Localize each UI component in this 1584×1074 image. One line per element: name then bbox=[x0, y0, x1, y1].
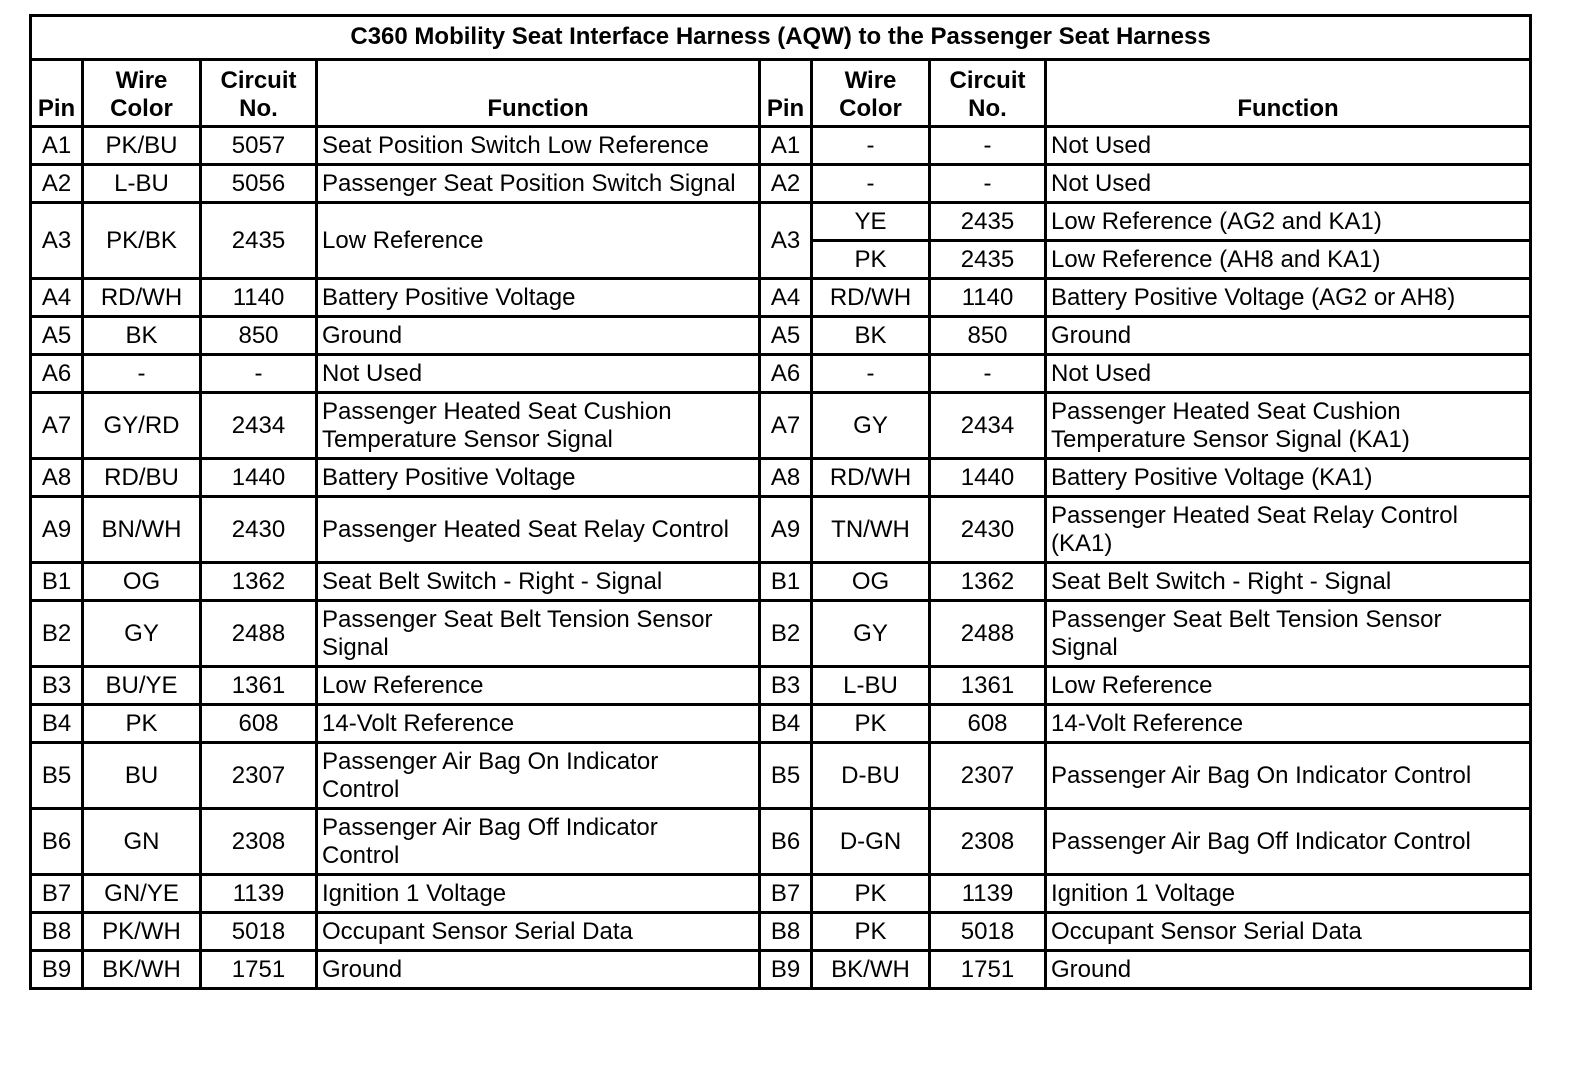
right-wire-color: GY bbox=[812, 601, 930, 667]
table-row bbox=[31, 809, 1531, 875]
right-circuit: 1361 bbox=[930, 667, 1046, 705]
left-function: Battery Positive Voltage bbox=[317, 459, 760, 497]
table-row bbox=[31, 127, 1531, 165]
left-function: Battery Positive Voltage bbox=[317, 279, 760, 317]
right-function: Not Used bbox=[1046, 355, 1531, 393]
left-circuit: 608 bbox=[201, 705, 317, 743]
right-wire-color: - bbox=[812, 165, 930, 203]
left-function: Passenger Seat Position Switch Signal bbox=[317, 165, 760, 203]
header-function-left: Function bbox=[317, 60, 760, 127]
right-pin: A1 bbox=[760, 127, 812, 165]
header-circuit-label: Circuit bbox=[949, 67, 1026, 94]
left-wire-color: PK/BK bbox=[83, 203, 201, 279]
right-function: Passenger Air Bag On Indicator Control bbox=[1046, 743, 1531, 809]
right-pin: B7 bbox=[760, 875, 812, 913]
right-wire-color: PK bbox=[812, 241, 930, 279]
left-pin: B8 bbox=[31, 913, 83, 951]
left-wire-color: RD/BU bbox=[83, 459, 201, 497]
function-line: Passenger Seat Belt Tension Sensor bbox=[322, 605, 713, 633]
right-function: 14-Volt Reference bbox=[1046, 705, 1531, 743]
left-pin: A2 bbox=[31, 165, 83, 203]
function-line: Temperature Sensor Signal (KA1) bbox=[1051, 425, 1410, 453]
left-function bbox=[317, 743, 760, 809]
right-function bbox=[1046, 601, 1531, 667]
function-line: Signal bbox=[1051, 633, 1118, 661]
table-row bbox=[31, 667, 1531, 705]
right-wire-color: TN/WH bbox=[812, 497, 930, 563]
right-circuit: - bbox=[930, 165, 1046, 203]
header-circuit-label: Circuit bbox=[220, 67, 297, 94]
header-function-right: Function bbox=[1046, 60, 1531, 127]
left-wire-color: OG bbox=[83, 563, 201, 601]
right-wire-color: PK bbox=[812, 705, 930, 743]
right-circuit: 850 bbox=[930, 317, 1046, 355]
right-circuit: 5018 bbox=[930, 913, 1046, 951]
header-wire-color-right bbox=[812, 60, 930, 127]
function-line: Control bbox=[322, 775, 400, 803]
left-circuit: 2488 bbox=[201, 601, 317, 667]
left-circuit: 5056 bbox=[201, 165, 317, 203]
right-wire-color: D-BU bbox=[812, 743, 930, 809]
left-wire-color: PK bbox=[83, 705, 201, 743]
header-wire-label: Wire bbox=[844, 67, 897, 94]
left-wire-color: BU bbox=[83, 743, 201, 809]
left-circuit: 2430 bbox=[201, 497, 317, 563]
left-function: Low Reference bbox=[317, 203, 760, 279]
table-row bbox=[31, 355, 1531, 393]
table-row bbox=[31, 951, 1531, 989]
header-pin-right: Pin bbox=[760, 60, 812, 127]
right-function: Low Reference (AH8 and KA1) bbox=[1046, 241, 1531, 279]
left-function bbox=[317, 601, 760, 667]
right-pin: B8 bbox=[760, 913, 812, 951]
left-pin: B3 bbox=[31, 667, 83, 705]
right-function: Low Reference (AG2 and KA1) bbox=[1046, 203, 1531, 241]
left-pin: B6 bbox=[31, 809, 83, 875]
right-pin: A2 bbox=[760, 165, 812, 203]
right-function: Ignition 1 Voltage bbox=[1046, 875, 1531, 913]
right-pin: B1 bbox=[760, 563, 812, 601]
left-function: Seat Belt Switch - Right - Signal bbox=[317, 563, 760, 601]
left-wire-color: BU/YE bbox=[83, 667, 201, 705]
header-circuit-left bbox=[201, 60, 317, 127]
right-function bbox=[1046, 497, 1531, 563]
left-function: Not Used bbox=[317, 355, 760, 393]
left-function: Seat Position Switch Low Reference bbox=[317, 127, 760, 165]
right-circuit: 2488 bbox=[930, 601, 1046, 667]
left-wire-color: GY bbox=[83, 601, 201, 667]
left-circuit: 1362 bbox=[201, 563, 317, 601]
left-wire-color: BN/WH bbox=[83, 497, 201, 563]
table-row bbox=[31, 601, 1531, 667]
function-line: Passenger Heated Seat Cushion bbox=[322, 397, 672, 425]
left-pin: B9 bbox=[31, 951, 83, 989]
right-circuit: 2308 bbox=[930, 809, 1046, 875]
left-circuit: 850 bbox=[201, 317, 317, 355]
table-row bbox=[31, 203, 1531, 241]
harness-pinout-table bbox=[29, 14, 1532, 990]
left-circuit: 2307 bbox=[201, 743, 317, 809]
left-circuit: 2308 bbox=[201, 809, 317, 875]
table-row bbox=[31, 743, 1531, 809]
left-function: Ground bbox=[317, 951, 760, 989]
table-row bbox=[31, 165, 1531, 203]
right-pin: B3 bbox=[760, 667, 812, 705]
header-color-label: Color bbox=[839, 95, 902, 122]
right-pin: A4 bbox=[760, 279, 812, 317]
left-pin: B2 bbox=[31, 601, 83, 667]
right-wire-color: GY bbox=[812, 393, 930, 459]
header-wire-color-left bbox=[83, 60, 201, 127]
function-line: (KA1) bbox=[1051, 529, 1113, 557]
function-line: Passenger Air Bag On Indicator bbox=[322, 747, 659, 775]
right-circuit: - bbox=[930, 355, 1046, 393]
function-line: Passenger Air Bag Off Indicator bbox=[322, 813, 658, 841]
left-circuit: 5018 bbox=[201, 913, 317, 951]
table-row bbox=[31, 279, 1531, 317]
right-wire-color: L-BU bbox=[812, 667, 930, 705]
left-function bbox=[317, 809, 760, 875]
left-circuit: 1751 bbox=[201, 951, 317, 989]
right-wire-color: OG bbox=[812, 563, 930, 601]
left-wire-color: GN/YE bbox=[83, 875, 201, 913]
header-no-label: No. bbox=[239, 95, 278, 122]
right-pin: A6 bbox=[760, 355, 812, 393]
left-wire-color: GN bbox=[83, 809, 201, 875]
right-circuit: 2435 bbox=[930, 203, 1046, 241]
table-row bbox=[31, 317, 1531, 355]
right-pin: B9 bbox=[760, 951, 812, 989]
right-wire-color: YE bbox=[812, 203, 930, 241]
right-function: Not Used bbox=[1046, 127, 1531, 165]
function-line: Passenger Heated Seat Cushion bbox=[1051, 397, 1401, 425]
right-pin: A8 bbox=[760, 459, 812, 497]
function-line: Control bbox=[322, 841, 400, 869]
right-function: Battery Positive Voltage (KA1) bbox=[1046, 459, 1531, 497]
right-function: Low Reference bbox=[1046, 667, 1531, 705]
right-pin: A3 bbox=[760, 203, 812, 279]
right-wire-color: PK bbox=[812, 875, 930, 913]
right-circuit: - bbox=[930, 127, 1046, 165]
function-line: Passenger Heated Seat Relay Control bbox=[1051, 501, 1458, 529]
left-wire-color: BK/WH bbox=[83, 951, 201, 989]
right-circuit: 1139 bbox=[930, 875, 1046, 913]
left-wire-color: - bbox=[83, 355, 201, 393]
left-pin: A7 bbox=[31, 393, 83, 459]
right-pin: A9 bbox=[760, 497, 812, 563]
header-no-label: No. bbox=[968, 95, 1007, 122]
right-wire-color: RD/WH bbox=[812, 459, 930, 497]
left-function: Occupant Sensor Serial Data bbox=[317, 913, 760, 951]
table-row bbox=[31, 913, 1531, 951]
right-wire-color: BK bbox=[812, 317, 930, 355]
table-row bbox=[31, 459, 1531, 497]
left-pin: A9 bbox=[31, 497, 83, 563]
right-wire-color: - bbox=[812, 355, 930, 393]
right-pin: B4 bbox=[760, 705, 812, 743]
right-function: Passenger Air Bag Off Indicator Control bbox=[1046, 809, 1531, 875]
left-function: Ground bbox=[317, 317, 760, 355]
left-wire-color: GY/RD bbox=[83, 393, 201, 459]
right-wire-color: D-GN bbox=[812, 809, 930, 875]
left-pin: A3 bbox=[31, 203, 83, 279]
table-row bbox=[31, 705, 1531, 743]
left-circuit: - bbox=[201, 355, 317, 393]
left-circuit: 2434 bbox=[201, 393, 317, 459]
right-function: Ground bbox=[1046, 317, 1531, 355]
right-function: Ground bbox=[1046, 951, 1531, 989]
left-wire-color: BK bbox=[83, 317, 201, 355]
function-line: Signal bbox=[322, 633, 389, 661]
table-row bbox=[31, 563, 1531, 601]
right-circuit: 2435 bbox=[930, 241, 1046, 279]
right-function: Battery Positive Voltage (AG2 or AH8) bbox=[1046, 279, 1531, 317]
right-circuit: 2430 bbox=[930, 497, 1046, 563]
left-function: Low Reference bbox=[317, 667, 760, 705]
right-wire-color: PK bbox=[812, 913, 930, 951]
right-circuit: 608 bbox=[930, 705, 1046, 743]
right-circuit: 1362 bbox=[930, 563, 1046, 601]
left-pin: A5 bbox=[31, 317, 83, 355]
right-wire-color: RD/WH bbox=[812, 279, 930, 317]
left-circuit: 1140 bbox=[201, 279, 317, 317]
right-function: Occupant Sensor Serial Data bbox=[1046, 913, 1531, 951]
table-row bbox=[31, 497, 1531, 563]
left-function: Passenger Heated Seat Relay Control bbox=[317, 497, 760, 563]
function-line: Passenger Seat Belt Tension Sensor bbox=[1051, 605, 1442, 633]
left-pin: A1 bbox=[31, 127, 83, 165]
right-wire-color: BK/WH bbox=[812, 951, 930, 989]
left-circuit: 1139 bbox=[201, 875, 317, 913]
left-wire-color: L-BU bbox=[83, 165, 201, 203]
left-function bbox=[317, 393, 760, 459]
right-wire-color: - bbox=[812, 127, 930, 165]
right-pin: B6 bbox=[760, 809, 812, 875]
right-function: Seat Belt Switch - Right - Signal bbox=[1046, 563, 1531, 601]
table-title: C360 Mobility Seat Interface Harness (AQW) to the Passenger Seat Harness bbox=[31, 16, 1531, 60]
left-circuit: 1440 bbox=[201, 459, 317, 497]
right-pin: A5 bbox=[760, 317, 812, 355]
right-circuit: 1140 bbox=[930, 279, 1046, 317]
function-line: Temperature Sensor Signal bbox=[322, 425, 613, 453]
right-function bbox=[1046, 393, 1531, 459]
right-circuit: 1440 bbox=[930, 459, 1046, 497]
left-pin: B5 bbox=[31, 743, 83, 809]
column-header-row bbox=[31, 60, 1531, 127]
left-function: 14-Volt Reference bbox=[317, 705, 760, 743]
left-function: Ignition 1 Voltage bbox=[317, 875, 760, 913]
right-function: Not Used bbox=[1046, 165, 1531, 203]
right-pin: A7 bbox=[760, 393, 812, 459]
table-row bbox=[31, 393, 1531, 459]
left-circuit: 1361 bbox=[201, 667, 317, 705]
left-pin: A8 bbox=[31, 459, 83, 497]
left-circuit: 2435 bbox=[201, 203, 317, 279]
left-wire-color: RD/WH bbox=[83, 279, 201, 317]
left-circuit: 5057 bbox=[201, 127, 317, 165]
right-pin: B5 bbox=[760, 743, 812, 809]
left-pin: A4 bbox=[31, 279, 83, 317]
table-row bbox=[31, 875, 1531, 913]
header-color-label: Color bbox=[110, 95, 173, 122]
right-pin: B2 bbox=[760, 601, 812, 667]
right-circuit: 2307 bbox=[930, 743, 1046, 809]
left-wire-color: PK/WH bbox=[83, 913, 201, 951]
left-pin: B7 bbox=[31, 875, 83, 913]
header-pin-left: Pin bbox=[31, 60, 83, 127]
left-pin: B1 bbox=[31, 563, 83, 601]
left-pin: A6 bbox=[31, 355, 83, 393]
header-circuit-right bbox=[930, 60, 1046, 127]
left-pin: B4 bbox=[31, 705, 83, 743]
header-wire-label: Wire bbox=[115, 67, 168, 94]
right-circuit: 1751 bbox=[930, 951, 1046, 989]
right-circuit: 2434 bbox=[930, 393, 1046, 459]
left-wire-color: PK/BU bbox=[83, 127, 201, 165]
